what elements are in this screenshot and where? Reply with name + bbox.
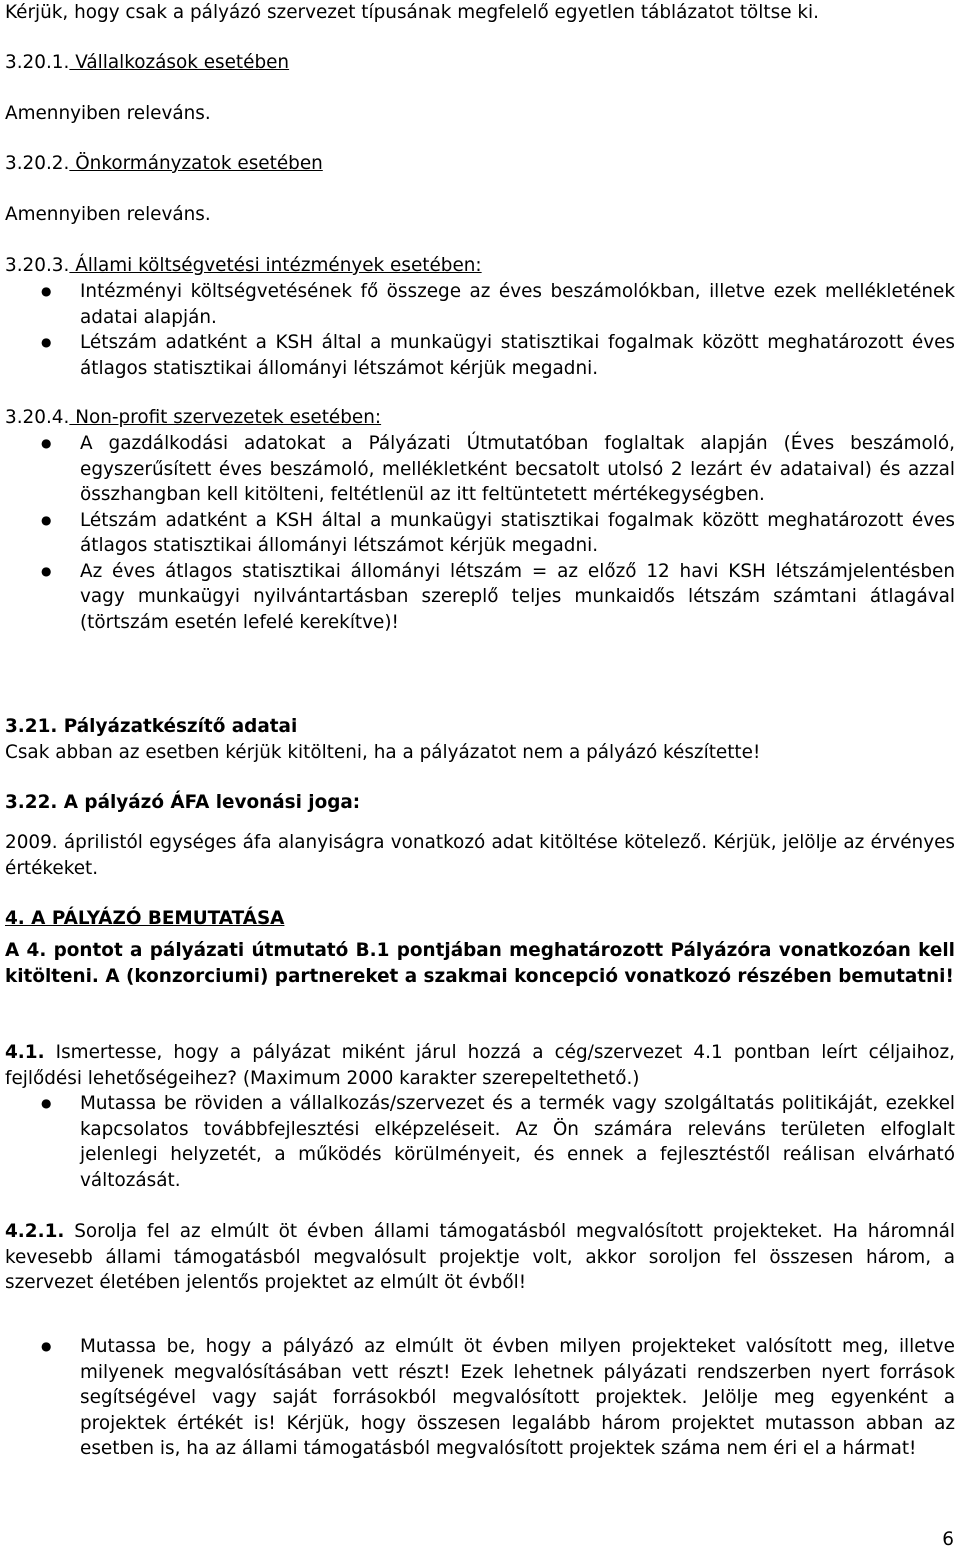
list-item-text: A gazdálkodási adatokat a Pályázati Útmutatóban foglaltak alapján (Éves beszámoló, egyszerűsített éves beszámoló, mellékletként becsatolt utolsó 2 lezárt év adataival) és azzal összhangban kell kitölteni, feltétlenül az itt feltüntetett mértékegységben. [80, 433, 955, 505]
section-number: 4.2.1. [5, 1221, 65, 1242]
heading-3-21: 3.21. Pályázatkészítő adatai [5, 716, 298, 737]
heading-3-20-2 [5, 151, 955, 177]
section-title: Non-profit szervezetek esetében: [69, 407, 382, 428]
section-text: Sorolja fel az elmúlt öt évben állami támogatásból megvalósított projekteket. Ha háromnál kevesebb állami támogatásból megvalósult projektje volt, akkor soroljon fel összesen három, a szervezet életében jelentős projektet az elmúlt öt évből! [5, 1221, 955, 1293]
paragraph-4-1 [5, 1040, 955, 1091]
section-number: 3.20.3. [5, 255, 70, 276]
paragraph-3-21: Csak abban az esetben kérjük kitölteni, ha a pályázatot nem a pályázó készítette! [5, 742, 761, 763]
list-item-text: Mutassa be röviden a vállalkozás/szervezet és a termék vagy szolgáltatás politikáját, ezekkel kapcsolatos továbbfejlesztési elképzeléseit. Az Ön számára releváns területen elfoglalt jelenlegi helyzetét, a működés körülményeit, és ennek a fejlesztéstől reálisan elvárható változását. [80, 1093, 955, 1191]
section-number: 3.20.4. [5, 407, 70, 428]
bullet-list-4-1 [0, 1091, 955, 1193]
heading-3-22: 3.22. A pályázó ÁFA levonási joga: [5, 792, 361, 813]
list-item [0, 279, 955, 330]
heading-3-20-3 [5, 253, 955, 279]
bullet-list-3-20-3 [0, 279, 955, 381]
paragraph-4: A 4. pontot a pályázati útmutató B.1 pontjában meghatározott Pályázóra vonatkozóan kell kitölteni. A (konzorciumi) partnereket a szakmai koncepció vonatkozó részében bemutatni! [5, 940, 955, 987]
list-item [0, 431, 955, 508]
list-item [0, 508, 955, 559]
section-number: 4.1. [5, 1042, 45, 1063]
list-item-text: Létszám adatként a KSH által a munkaügyi statisztikai fogalmak között meghatározott éves átlagos statisztikai állományi létszámot kérjük megadni. [80, 332, 955, 379]
list-item-text: Az éves átlagos statisztikai állományi létszám = az előző 12 havi KSH létszámjelentésben vagy munkaügyi nyilvántartásban szereplő teljes munkaidős létszám számtani átlagával (törtszám esetén lefelé kerekítve)! [80, 560, 955, 633]
section-title: Állami költségvetési intézmények esetében: [69, 255, 482, 276]
heading-4: 4. A PÁLYÁZÓ BEMUTATÁSA [5, 908, 285, 929]
intro-text: Kérjük, hogy csak a pályázó szervezet típusának megfelelő egyetlen táblázatot töltse ki. [5, 2, 819, 23]
bullet-icon: ● [41, 284, 52, 298]
page-number: 6 [942, 1529, 954, 1550]
heading-3-20-1 [5, 50, 955, 76]
list-item [0, 559, 955, 636]
bullet-icon: ● [41, 335, 52, 349]
heading-3-20-4 [5, 405, 955, 431]
bullet-list-3-20-4 [0, 431, 955, 635]
list-item-text: Létszám adatként a KSH által a munkaügyi statisztikai fogalmak között meghatározott éves átlagos statisztikai állományi létszámot kérjük megadni. [80, 509, 955, 556]
list-item [0, 330, 955, 381]
paragraph-3-22: 2009. áprilistól egységes áfa alanyiságra vonatkozó adat kitöltése kötelező. Kérjük, jelölje az érvényes értékeket. [5, 832, 955, 879]
section-number: 3.20.1. [5, 52, 70, 73]
paragraph-3-20-2: Amennyiben releváns. [5, 204, 211, 225]
paragraph-4-2-1 [5, 1219, 955, 1296]
list-item [0, 1091, 955, 1193]
section-text: Ismertesse, hogy a pályázat miként járul hozzá a cég/szervezet 4.1 pontban leírt céljaihoz, fejlődési lehetőségeihez? (Maximum 2000 karakter szerepeltethető.) [5, 1042, 955, 1089]
bullet-icon: ● [41, 436, 52, 450]
section-title: Vállalkozások esetében [69, 52, 290, 73]
section-number: 3.20.2. [5, 153, 70, 174]
list-item [0, 1334, 955, 1462]
paragraph-3-20-1: Amennyiben releváns. [5, 103, 211, 124]
bullet-icon: ● [41, 1096, 52, 1110]
list-item-text: Intézményi költségvetésének fő összege az éves beszámolókban, illetve ezek mellékletének adatai alapján. [80, 281, 955, 328]
bullet-icon: ● [41, 512, 52, 527]
list-item-text: Mutassa be, hogy a pályázó az elmúlt öt évben milyen projekteket valósított meg, illetve milyenek megvalósításában vett részt! Ezek lehetnek pályázati rendszerben nyert források segítségével vagy saját forrásokból megvalósított projektek. Jelölje meg egyenként a projektek értékét is! Kérjük, hogy összesen legalább három projektet mutasson abban az esetben is, ha az állami támogatásból megvalósított projektek száma nem éri el a hármat! [80, 1336, 955, 1459]
bullet-list-4-2-1 [0, 1334, 955, 1462]
section-title: Önkormányzatok esetében [69, 153, 323, 174]
bullet-icon: ● [41, 1339, 52, 1353]
bullet-icon: ● [41, 563, 52, 578]
